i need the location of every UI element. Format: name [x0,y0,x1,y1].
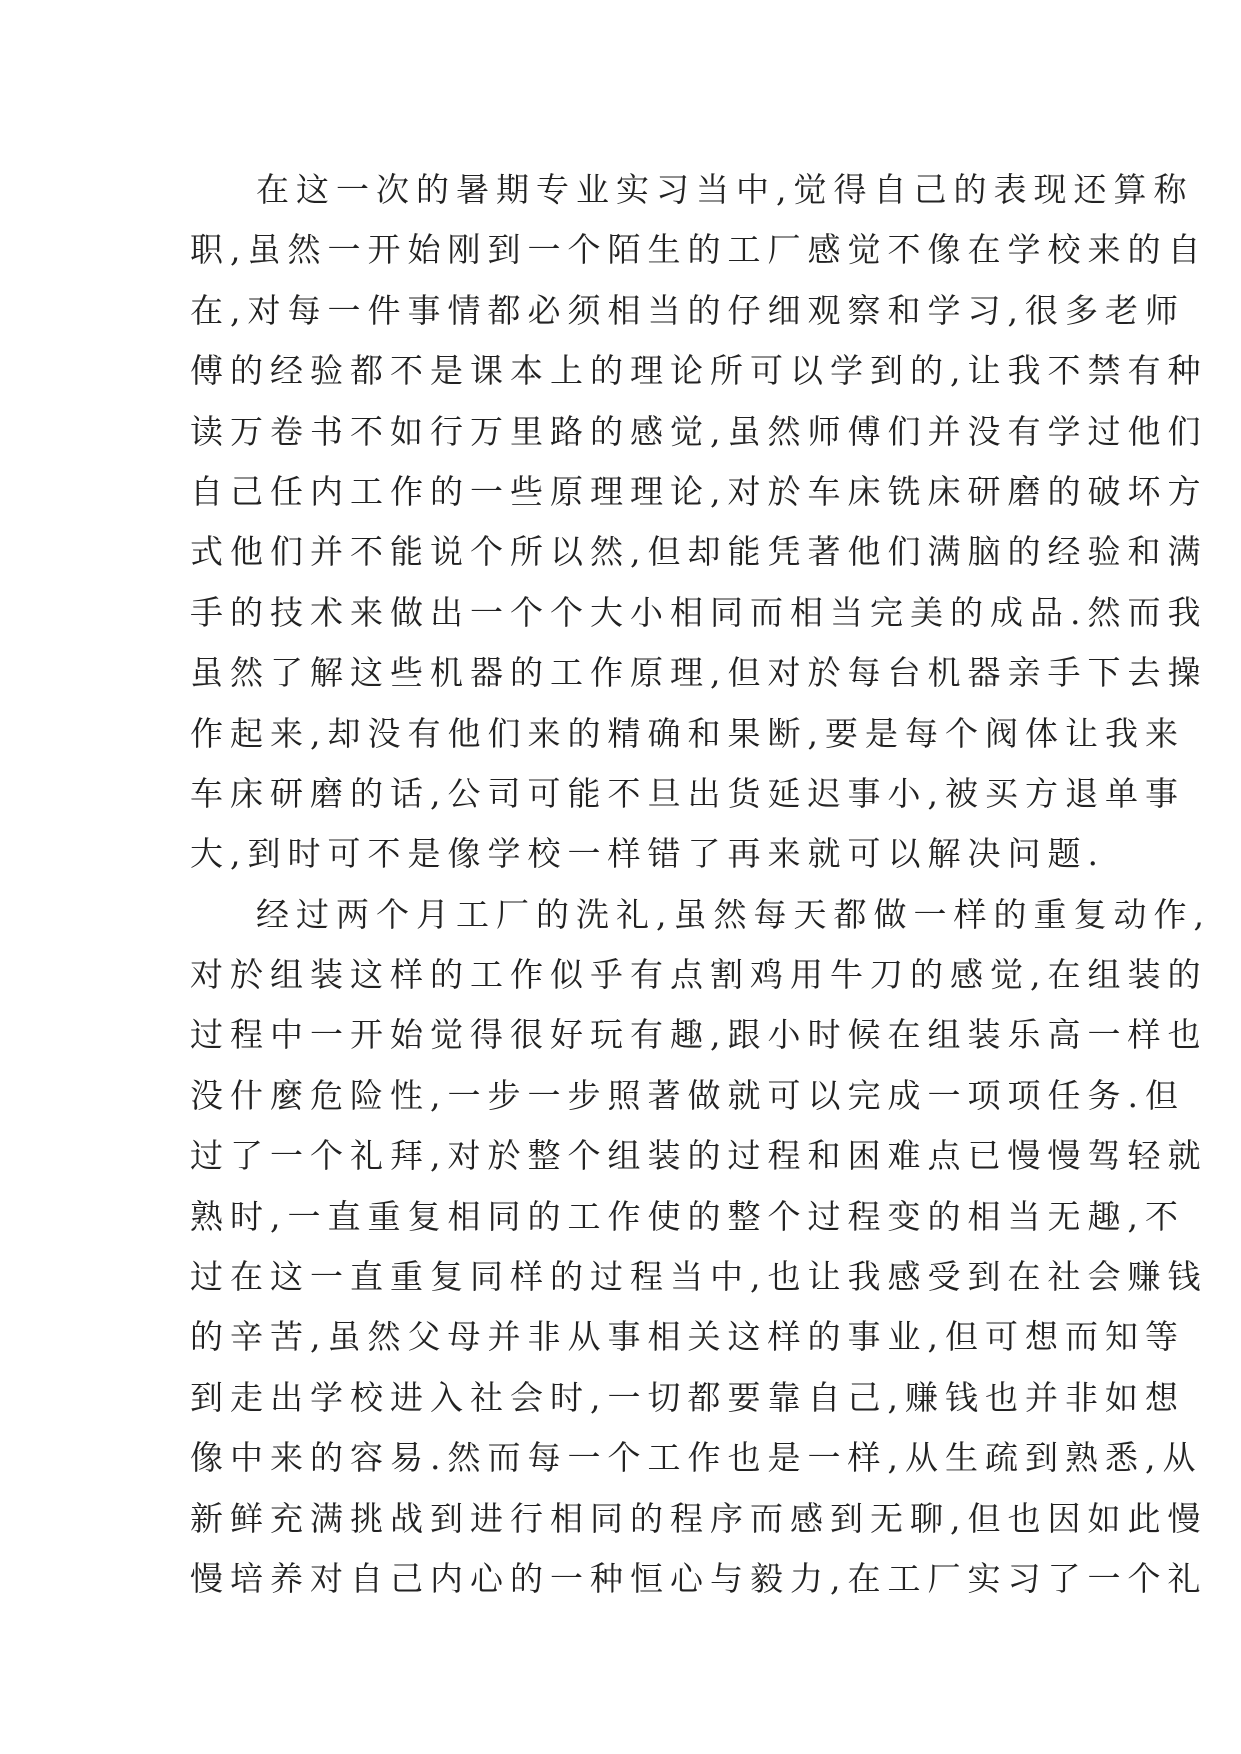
paragraph-line: 慢培养对自己内心的一种恒心与毅力,在工厂实习了一个礼 [190,1558,1208,1598]
paragraph-line: 在这一次的暑期专业实习当中,觉得自己的表现还算称 [256,170,1194,209]
paragraph-line: 过程中一开始觉得很好玩有趣,跟小时候在组装乐高一样也 [190,1015,1208,1055]
paragraph-line: 到走出学校进入社会时,一切都要靠自己,赚钱也并非如想 [190,1377,1185,1417]
body-text [190,160,1211,1609]
paragraph-line: 大,到时可不是像学校一样错了再来就可以解决问题. [190,834,1105,874]
paragraph-line: 虽然了解这些机器的工作原理,但对於每台机器亲手下去操 [190,653,1208,693]
paragraph-line: 作起来,却没有他们来的精确和果断,要是每个阀体让我来 [190,713,1185,753]
paragraph-line: 车床研磨的话,公司可能不旦出货延迟事小,被买方退单事 [190,773,1185,813]
paragraph-line: 没什麼危险性,一步一步照著做就可以完成一项项任务.但 [190,1075,1185,1115]
paragraph-line: 过了一个礼拜,对於整个组装的过程和困难点已慢慢驾轻就 [190,1136,1208,1176]
paragraph-line: 在,对每一件事情都必须相当的仔细观察和学习,很多老师 [190,290,1185,330]
paragraph-line: 像中来的容易.然而每一个工作也是一样,从生疏到熟悉,从 [190,1438,1203,1478]
paragraph-line: 经过两个月工厂的洗礼,虽然每天都做一样的重复动作, [256,894,1211,934]
paragraph-line: 职,虽然一开始刚到一个陌生的工厂感觉不像在学校来的自 [190,230,1208,270]
paragraph-line: 的辛苦,虽然父母并非从事相关这样的事业,但可想而知等 [190,1317,1185,1357]
paragraph-line: 熟时,一直重复相同的工作使的整个过程变的相当无趣,不 [190,1196,1185,1236]
paragraph-line: 式他们并不能说个所以然,但却能凭著他们满脑的经验和满 [190,532,1208,572]
paragraph-line: 自己任内工作的一些原理理论,对於车床铣床研磨的破坏方 [190,471,1208,511]
paragraph-line: 过在这一直重复同样的过程当中,也让我感受到在社会赚钱 [190,1257,1208,1297]
paragraph-line: 傅的经验都不是课本上的理论所可以学到的,让我不禁有种 [190,351,1208,391]
paragraph-line: 读万卷书不如行万里路的感觉,虽然师傅们并没有学过他们 [190,411,1208,451]
paragraph-line: 新鲜充满挑战到进行相同的程序而感到无聊,但也因如此慢 [190,1498,1208,1538]
paragraph-line: 对於组装这样的工作似乎有点割鸡用牛刀的感觉,在组装的 [190,955,1208,995]
paragraph-line: 手的技术来做出一个个大小相同而相当完美的成品.然而我 [190,592,1208,632]
